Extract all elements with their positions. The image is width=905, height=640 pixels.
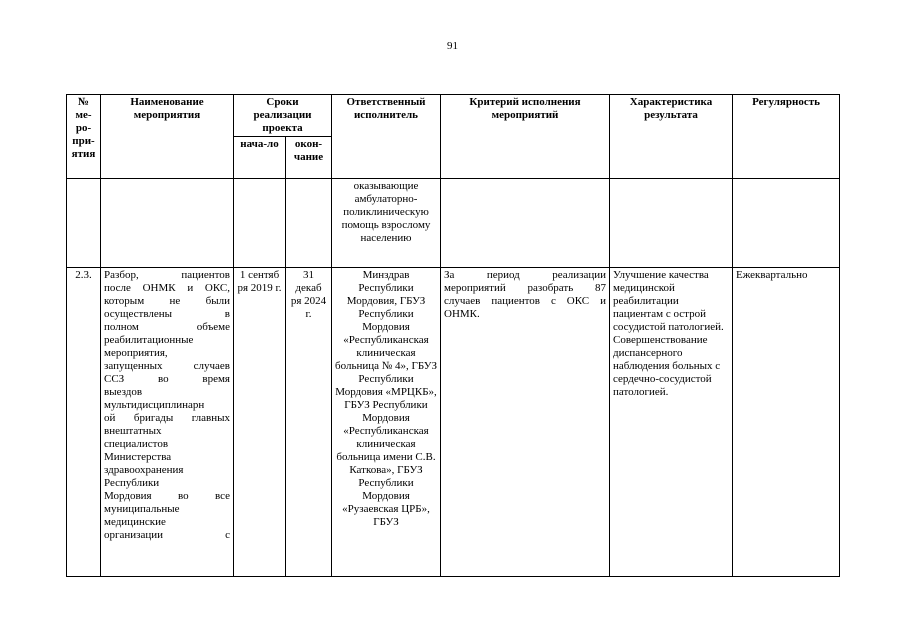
row-name-line: реабилитационные xyxy=(104,334,194,346)
cont-result-cell xyxy=(610,179,733,268)
header-terms: Сроки реализации проекта xyxy=(234,95,332,137)
row-name-line: муниципальные xyxy=(104,503,180,515)
table-row-continuation xyxy=(67,179,840,268)
header-regularity: Регулярность xyxy=(733,95,840,179)
row-start-cell: 1 сентяб ря 2019 г. xyxy=(234,268,286,577)
cont-number-cell xyxy=(67,179,101,268)
row-name-line: ой бригады главных xyxy=(104,412,230,424)
row-name-cell xyxy=(101,268,234,577)
header-responsible: Ответственный исполнитель xyxy=(332,95,441,179)
header-activity-name: Наименование мероприятия xyxy=(101,95,234,179)
row-result-cell: Улучшение качества медицинской реабилитации пациентам с острой сосудистой патологией. Совершенствование диспансерного наблюдения больных с сердечно-сосудистой патологией. xyxy=(610,268,733,577)
header-end: окон-чание xyxy=(286,137,332,179)
row-regularity-cell: Ежеквартально xyxy=(733,268,840,577)
cont-start-cell xyxy=(234,179,286,268)
header-start: нача-ло xyxy=(234,137,286,179)
row-name-line: выездов xyxy=(104,386,143,398)
row-name-line: Министерства xyxy=(104,451,172,463)
table-header-row xyxy=(67,95,840,137)
row-name-line: здравоохранения xyxy=(104,464,184,476)
table-row-2-3 xyxy=(67,268,840,577)
row-name-line: которым не были xyxy=(104,295,230,307)
row-responsible-cell: Минздрав Республики Мордовия, ГБУЗ Республики Мордовия «Республиканская клиническая больница № 4», ГБУЗ Республики Мордовия «МРЦКБ», ГБУЗ Республики Мордовия «Республиканская клиническая больница имени С.В. Каткова», ГБУЗ Республики Мордовия «Рузаевская ЦРБ», ГБУЗ xyxy=(332,268,441,577)
cont-regularity-cell xyxy=(733,179,840,268)
header-result: Характеристика результата xyxy=(610,95,733,179)
row-name-line: специалистов xyxy=(104,438,169,450)
row-name-line: запущенных случаев xyxy=(104,360,230,372)
cont-responsible-cell: оказывающие амбулаторно-поликлиническую помощь взрослому населению xyxy=(332,179,441,268)
row-criterion-cell: За период реализации мероприятий разобрать 87 случаев пациентов с ОКС и ОНМК. xyxy=(441,268,610,577)
row-name-line: Разбор, пациентов xyxy=(104,269,230,281)
cont-name-cell xyxy=(101,179,234,268)
row-name-line: мультидисциплинарн xyxy=(104,399,205,411)
header-number: № ме-ро-при-ятия xyxy=(67,95,101,179)
row-name-line: осуществлены в xyxy=(104,308,230,320)
row-name-line: после ОНМК и ОКС, xyxy=(104,282,230,294)
row-name-line: мероприятия, xyxy=(104,347,168,359)
row-end-cell: 31 декаб ря 2024 г. xyxy=(286,268,332,577)
row-name-line: Республики xyxy=(104,477,160,489)
row-name-line: внештатных xyxy=(104,425,162,437)
row-name-line: полном объеме xyxy=(104,321,230,333)
cont-criterion-cell xyxy=(441,179,610,268)
page-number: 91 xyxy=(447,40,458,52)
cont-end-cell xyxy=(286,179,332,268)
row-name-line: организации с xyxy=(104,529,230,541)
row-number-cell: 2.3. xyxy=(67,268,101,577)
header-criterion: Критерий исполнения мероприятий xyxy=(441,95,610,179)
activities-table xyxy=(66,94,840,577)
row-name-line: медицинские xyxy=(104,516,166,528)
row-name-line: ССЗ во время xyxy=(104,373,230,385)
row-name-line: Мордовия во все xyxy=(104,490,230,502)
